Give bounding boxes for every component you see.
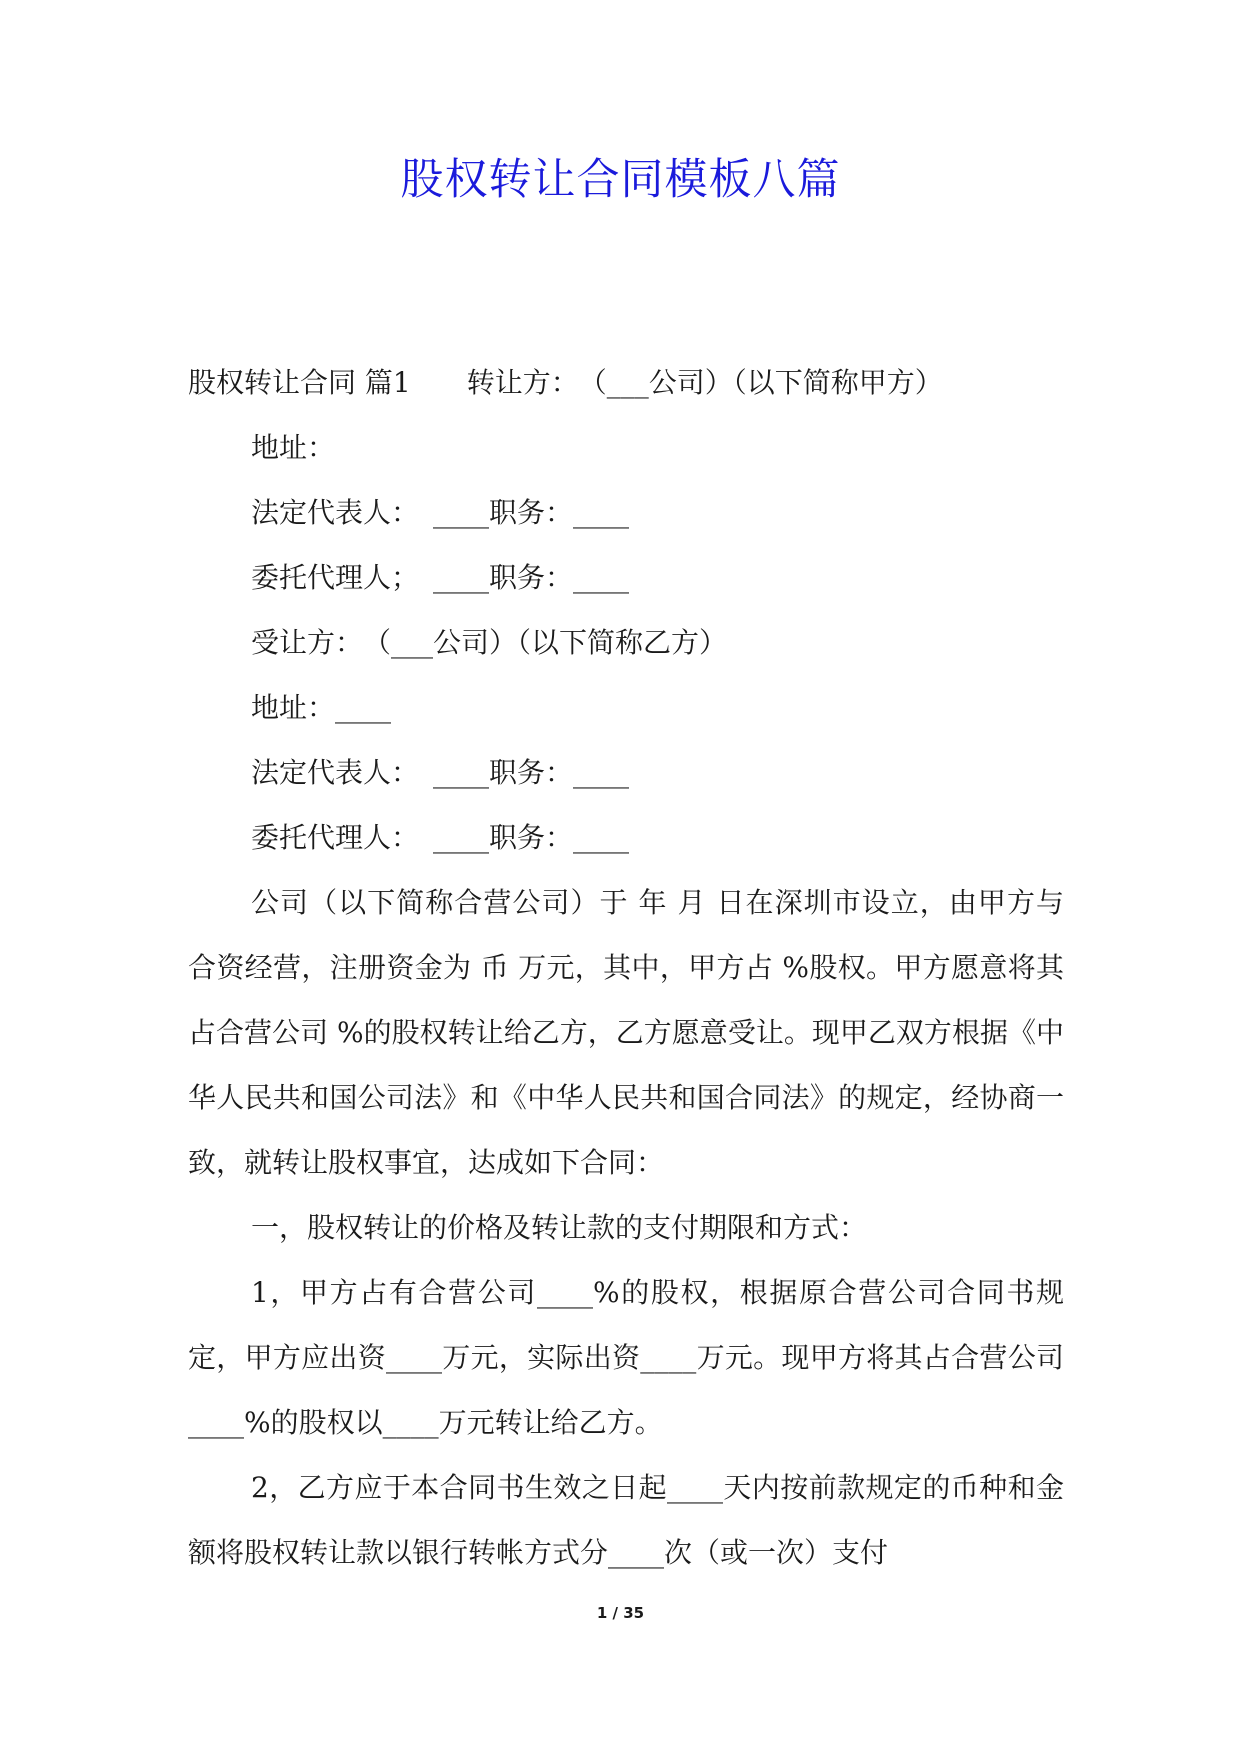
contract-heading-line: 股权转让合同 篇1 转让方： （___公司）（以下简称甲方） xyxy=(188,366,943,399)
party-a-agent: 委托代理人； ____职务：____ xyxy=(251,561,630,594)
page-number: 1 / 35 xyxy=(596,1604,645,1622)
section-heading: 一，股权转让的价格及转让款的支付期限和方式： xyxy=(251,1211,868,1244)
party-b-line: 受让方： （___公司）（以下简称乙方） xyxy=(251,626,728,659)
party-b-agent: 委托代理人： ____职务：____ xyxy=(251,821,630,854)
party-b-legal-rep: 法定代表人： ____职务：____ xyxy=(251,756,630,789)
clause-2-paragraph: 2，乙方应于本合同书生效之日起____天内按前款规定的币种和金额将股权转让款以银行转帐方式分____次（或一次）支付 xyxy=(188,1471,1064,1569)
document-title: 股权转让合同模板八篇 xyxy=(400,155,841,205)
document-body xyxy=(188,350,1064,1585)
party-b-address: 地址：____ xyxy=(251,691,392,724)
preamble-paragraph: 公司（以下简称合营公司）于 年 月 日在深圳市设立，由甲方与 合资经营，注册资金为 币 万元，其中，甲方占 %股权。甲方愿意将其占合营公司 %的股权转让给乙方，乙方愿意受让。现甲乙双方根据《中华人民共和国公司法》和《中华人民共和国合同法》的规定，经协商一致，就转让股权事宜，达成如下合同： xyxy=(188,886,1064,1179)
party-a-address: 地址： xyxy=(251,431,336,464)
clause-1-paragraph: 1，甲方占有合营公司____%的股权，根据原合营公司合同书规定，甲方应出资____万元，实际出资____万元。现甲方将其占合营公司____%的股权以____万元转让给乙方。 xyxy=(188,1276,1064,1439)
party-a-legal-rep: 法定代表人： ____职务：____ xyxy=(251,496,630,529)
